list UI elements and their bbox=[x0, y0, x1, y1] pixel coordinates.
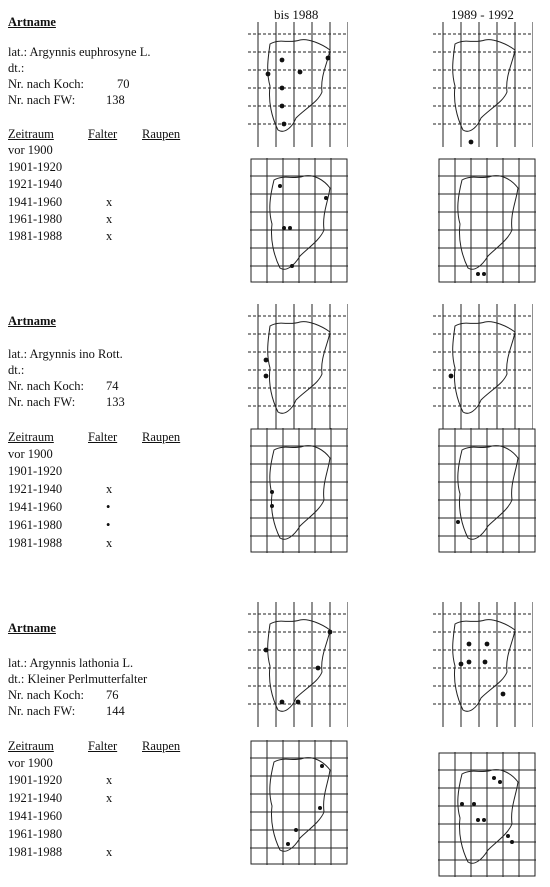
period-row: 1901-1920 bbox=[8, 773, 63, 787]
latin-name: lat.: Argynnis euphrosyne L. bbox=[8, 45, 151, 59]
koch-label: Nr. nach Koch: bbox=[8, 77, 85, 91]
species-title: Artname bbox=[8, 314, 56, 328]
period-header-1989-1992: 1989 - 1992 bbox=[451, 7, 514, 22]
distribution-map-fine bbox=[250, 428, 348, 553]
period-row: 1901-1920 bbox=[8, 464, 63, 478]
falter-mark: x bbox=[106, 482, 113, 496]
col-header-period: Zeitraum bbox=[8, 127, 54, 141]
fw-number: 133 bbox=[106, 395, 125, 409]
period-row: 1981-1988 bbox=[8, 845, 63, 859]
fw-label: Nr. nach FW: bbox=[8, 93, 76, 107]
koch-label: Nr. nach Koch: bbox=[8, 688, 85, 702]
german-name: dt.: bbox=[8, 363, 25, 377]
period-row: 1961-1980 bbox=[8, 212, 63, 226]
col-header-raupen: Raupen bbox=[142, 127, 181, 141]
period-row: 1981-1988 bbox=[8, 229, 63, 243]
koch-number: 70 bbox=[117, 77, 130, 91]
period-row: vor 1900 bbox=[8, 756, 53, 770]
period-row: 1981-1988 bbox=[8, 536, 63, 550]
col-header-falter: Falter bbox=[88, 430, 118, 444]
falter-mark: x bbox=[106, 212, 113, 226]
species-title: Artname bbox=[8, 621, 56, 635]
period-row: 1941-1960 bbox=[8, 500, 63, 514]
german-name: dt.: bbox=[8, 61, 25, 75]
distribution-map-coarse bbox=[433, 22, 533, 147]
falter-mark: x bbox=[106, 536, 113, 550]
distribution-map-fine bbox=[438, 428, 536, 553]
falter-mark: • bbox=[106, 518, 111, 532]
period-row: 1941-1960 bbox=[8, 195, 63, 209]
period-row: 1961-1980 bbox=[8, 827, 63, 841]
period-row: 1961-1980 bbox=[8, 518, 63, 532]
period-row: 1921-1940 bbox=[8, 482, 63, 496]
distribution-map-coarse bbox=[248, 304, 348, 429]
col-header-period: Zeitraum bbox=[8, 739, 54, 753]
falter-mark: x bbox=[106, 845, 113, 859]
koch-label: Nr. nach Koch: bbox=[8, 379, 85, 393]
distribution-map-fine bbox=[250, 740, 348, 865]
period-row: 1921-1940 bbox=[8, 177, 63, 191]
period-row: 1901-1920 bbox=[8, 160, 63, 174]
distribution-map-fine bbox=[438, 752, 536, 877]
period-row: 1921-1940 bbox=[8, 791, 63, 805]
koch-number: 74 bbox=[106, 379, 119, 393]
distribution-map-coarse bbox=[433, 602, 533, 727]
falter-mark: x bbox=[106, 195, 113, 209]
latin-name: lat.: Argynnis ino Rott. bbox=[8, 347, 123, 361]
col-header-period: Zeitraum bbox=[8, 430, 54, 444]
col-header-falter: Falter bbox=[88, 127, 118, 141]
fw-number: 144 bbox=[106, 704, 125, 718]
species-title: Artname bbox=[8, 15, 56, 29]
col-header-raupen: Raupen bbox=[142, 739, 181, 753]
fw-number: 138 bbox=[106, 93, 125, 107]
distribution-map-coarse bbox=[248, 22, 348, 147]
col-header-falter: Falter bbox=[88, 739, 118, 753]
distribution-map-fine bbox=[250, 158, 348, 283]
period-row: 1941-1960 bbox=[8, 809, 63, 823]
period-header-bis-1988: bis 1988 bbox=[274, 7, 319, 22]
fw-label: Nr. nach FW: bbox=[8, 395, 76, 409]
koch-number: 76 bbox=[106, 688, 119, 702]
distribution-map-fine bbox=[438, 158, 536, 283]
falter-mark: x bbox=[106, 791, 113, 805]
falter-mark: • bbox=[106, 500, 111, 514]
distribution-map-coarse bbox=[433, 304, 533, 429]
period-row: vor 1900 bbox=[8, 447, 53, 461]
falter-mark: x bbox=[106, 229, 113, 243]
german-name: dt.: Kleiner Perlmutterfalter bbox=[8, 672, 148, 686]
col-header-raupen: Raupen bbox=[142, 430, 181, 444]
fw-label: Nr. nach FW: bbox=[8, 704, 76, 718]
distribution-map-coarse bbox=[248, 602, 348, 727]
period-row: vor 1900 bbox=[8, 143, 53, 157]
falter-mark: x bbox=[106, 773, 113, 787]
latin-name: lat.: Argynnis lathonia L. bbox=[8, 656, 134, 670]
